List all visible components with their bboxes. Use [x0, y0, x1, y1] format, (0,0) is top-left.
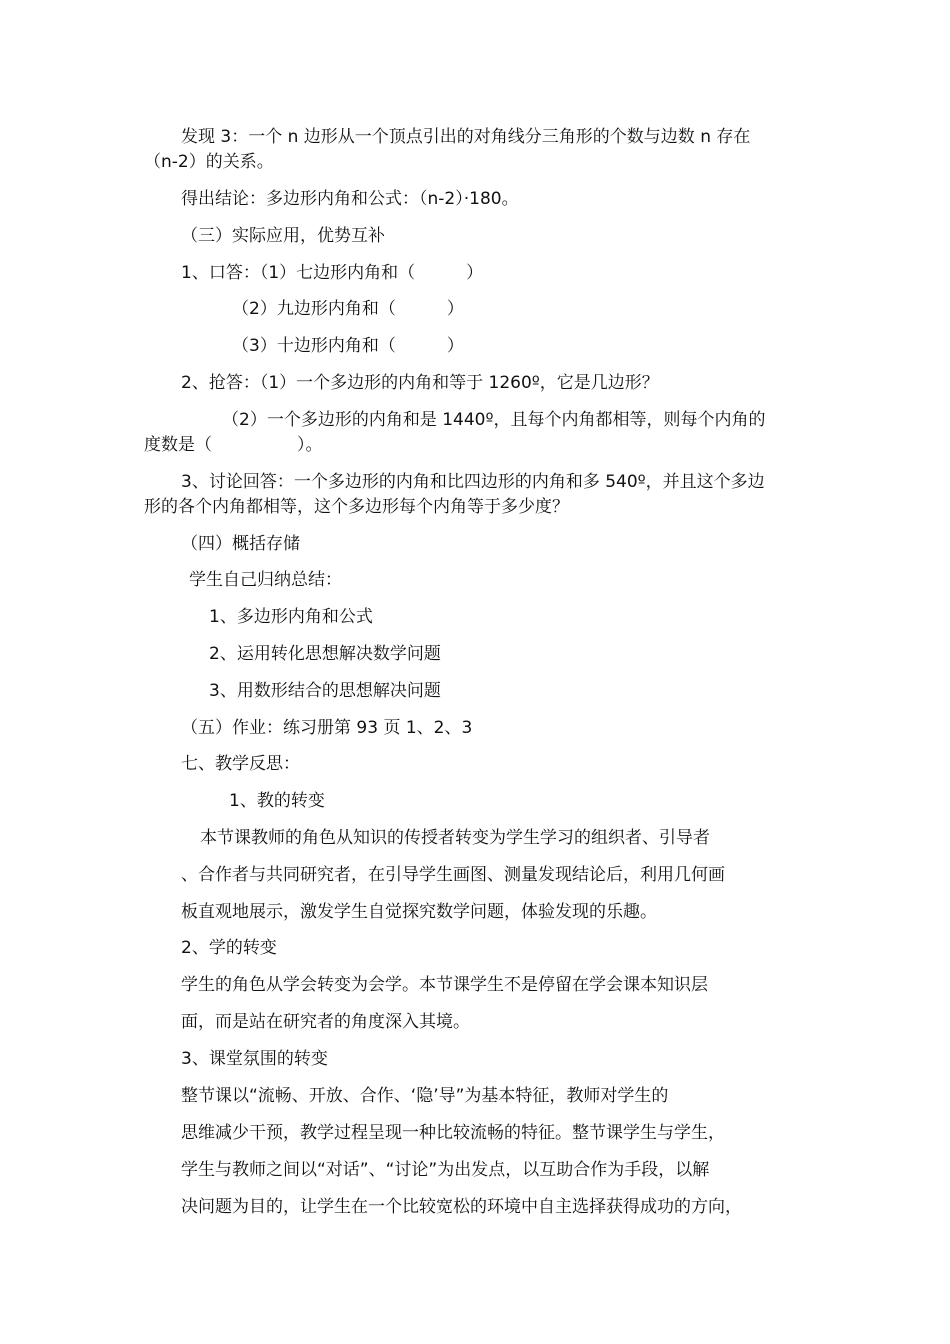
oral-answer-2: （2）九边形内角和（ ） — [232, 299, 464, 319]
quick-answer-2-line-1: （2）一个多边形的内角和是 1440º，且每个内角都相等，则每个内角的 — [222, 410, 766, 430]
section-4-heading: （四）概括存储 — [181, 534, 300, 554]
student-summary-heading: 学生自己归纳总结： — [189, 570, 342, 590]
summary-item-3: 3、用数形结合的思想解决问题 — [209, 681, 441, 701]
reflection-learning-line-1: 学生的角色从学会转变为会学。本节课学生不是停留在学会课本知识层 — [181, 975, 708, 995]
discussion-line-1: 3、讨论回答：一个多边形的内角和比四边形的内角和多 540º，并且这个多边 — [181, 472, 765, 492]
reflection-learning-line-2: 面，而是站在研究者的角度深入其境。 — [181, 1012, 470, 1032]
summary-item-2: 2、运用转化思想解决数学问题 — [209, 644, 441, 664]
discovery-3-line-1: 发现 3：一个 n 边形从一个顶点引出的对角线分三角形的个数与边数 n 存在 — [181, 127, 751, 147]
reflection-learning-heading: 2、学的转变 — [181, 938, 277, 958]
homework-line: （五）作业：练习册第 93 页 1、2、3 — [181, 718, 473, 738]
reflection-heading: 七、教学反思： — [181, 754, 300, 774]
quick-answer-2-line-2: 度数是（ ）。 — [144, 435, 323, 455]
reflection-atmosphere-line-1: 整节课以“流畅、开放、合作、‘隐’导”为基本特征，教师对学生的 — [181, 1086, 669, 1106]
oral-answer-3: （3）十边形内角和（ ） — [232, 336, 464, 356]
reflection-atmosphere-line-3: 学生与教师之间以“对话”、“讨论”为出发点，以互助合作为手段，以解 — [181, 1160, 710, 1180]
conclusion-line: 得出结论：多边形内角和公式：（n-2）·180。 — [181, 189, 519, 209]
discussion-line-2: 形的各个内角都相等，这个多边形每个内角等于多少度？ — [144, 497, 569, 517]
reflection-atmosphere-line-2: 思维减少干预，教学过程呈现一种比较流畅的特征。整节课学生与学生， — [181, 1123, 725, 1143]
reflection-atmosphere-line-4: 决问题为目的，让学生在一个比较宽松的环境中自主选择获得成功的方向， — [181, 1197, 742, 1217]
oral-answer-1: 1、口答：（1）七边形内角和（ ） — [181, 263, 484, 283]
reflection-teaching-line-1: 本节课教师的角色从知识的传授者转变为学生学习的组织者、引导者 — [200, 828, 710, 848]
discovery-3-line-2: （n-2）的关系。 — [144, 152, 274, 172]
section-3-heading: （三）实际应用，优势互补 — [181, 226, 385, 246]
reflection-teaching-heading: 1、教的转变 — [229, 791, 325, 811]
quick-answer-1: 2、抢答：（1）一个多边形的内角和等于 1260º，它是几边形？ — [181, 373, 659, 393]
reflection-teaching-line-2: 、合作者与共同研究者，在引导学生画图、测量发现结论后，利用几何画 — [181, 865, 725, 885]
reflection-teaching-line-3: 板直观地展示，激发学生自觉探究数学问题，体验发现的乐趣。 — [181, 902, 657, 922]
reflection-atmosphere-heading: 3、课堂氛围的转变 — [181, 1049, 328, 1069]
summary-item-1: 1、多边形内角和公式 — [209, 607, 373, 627]
